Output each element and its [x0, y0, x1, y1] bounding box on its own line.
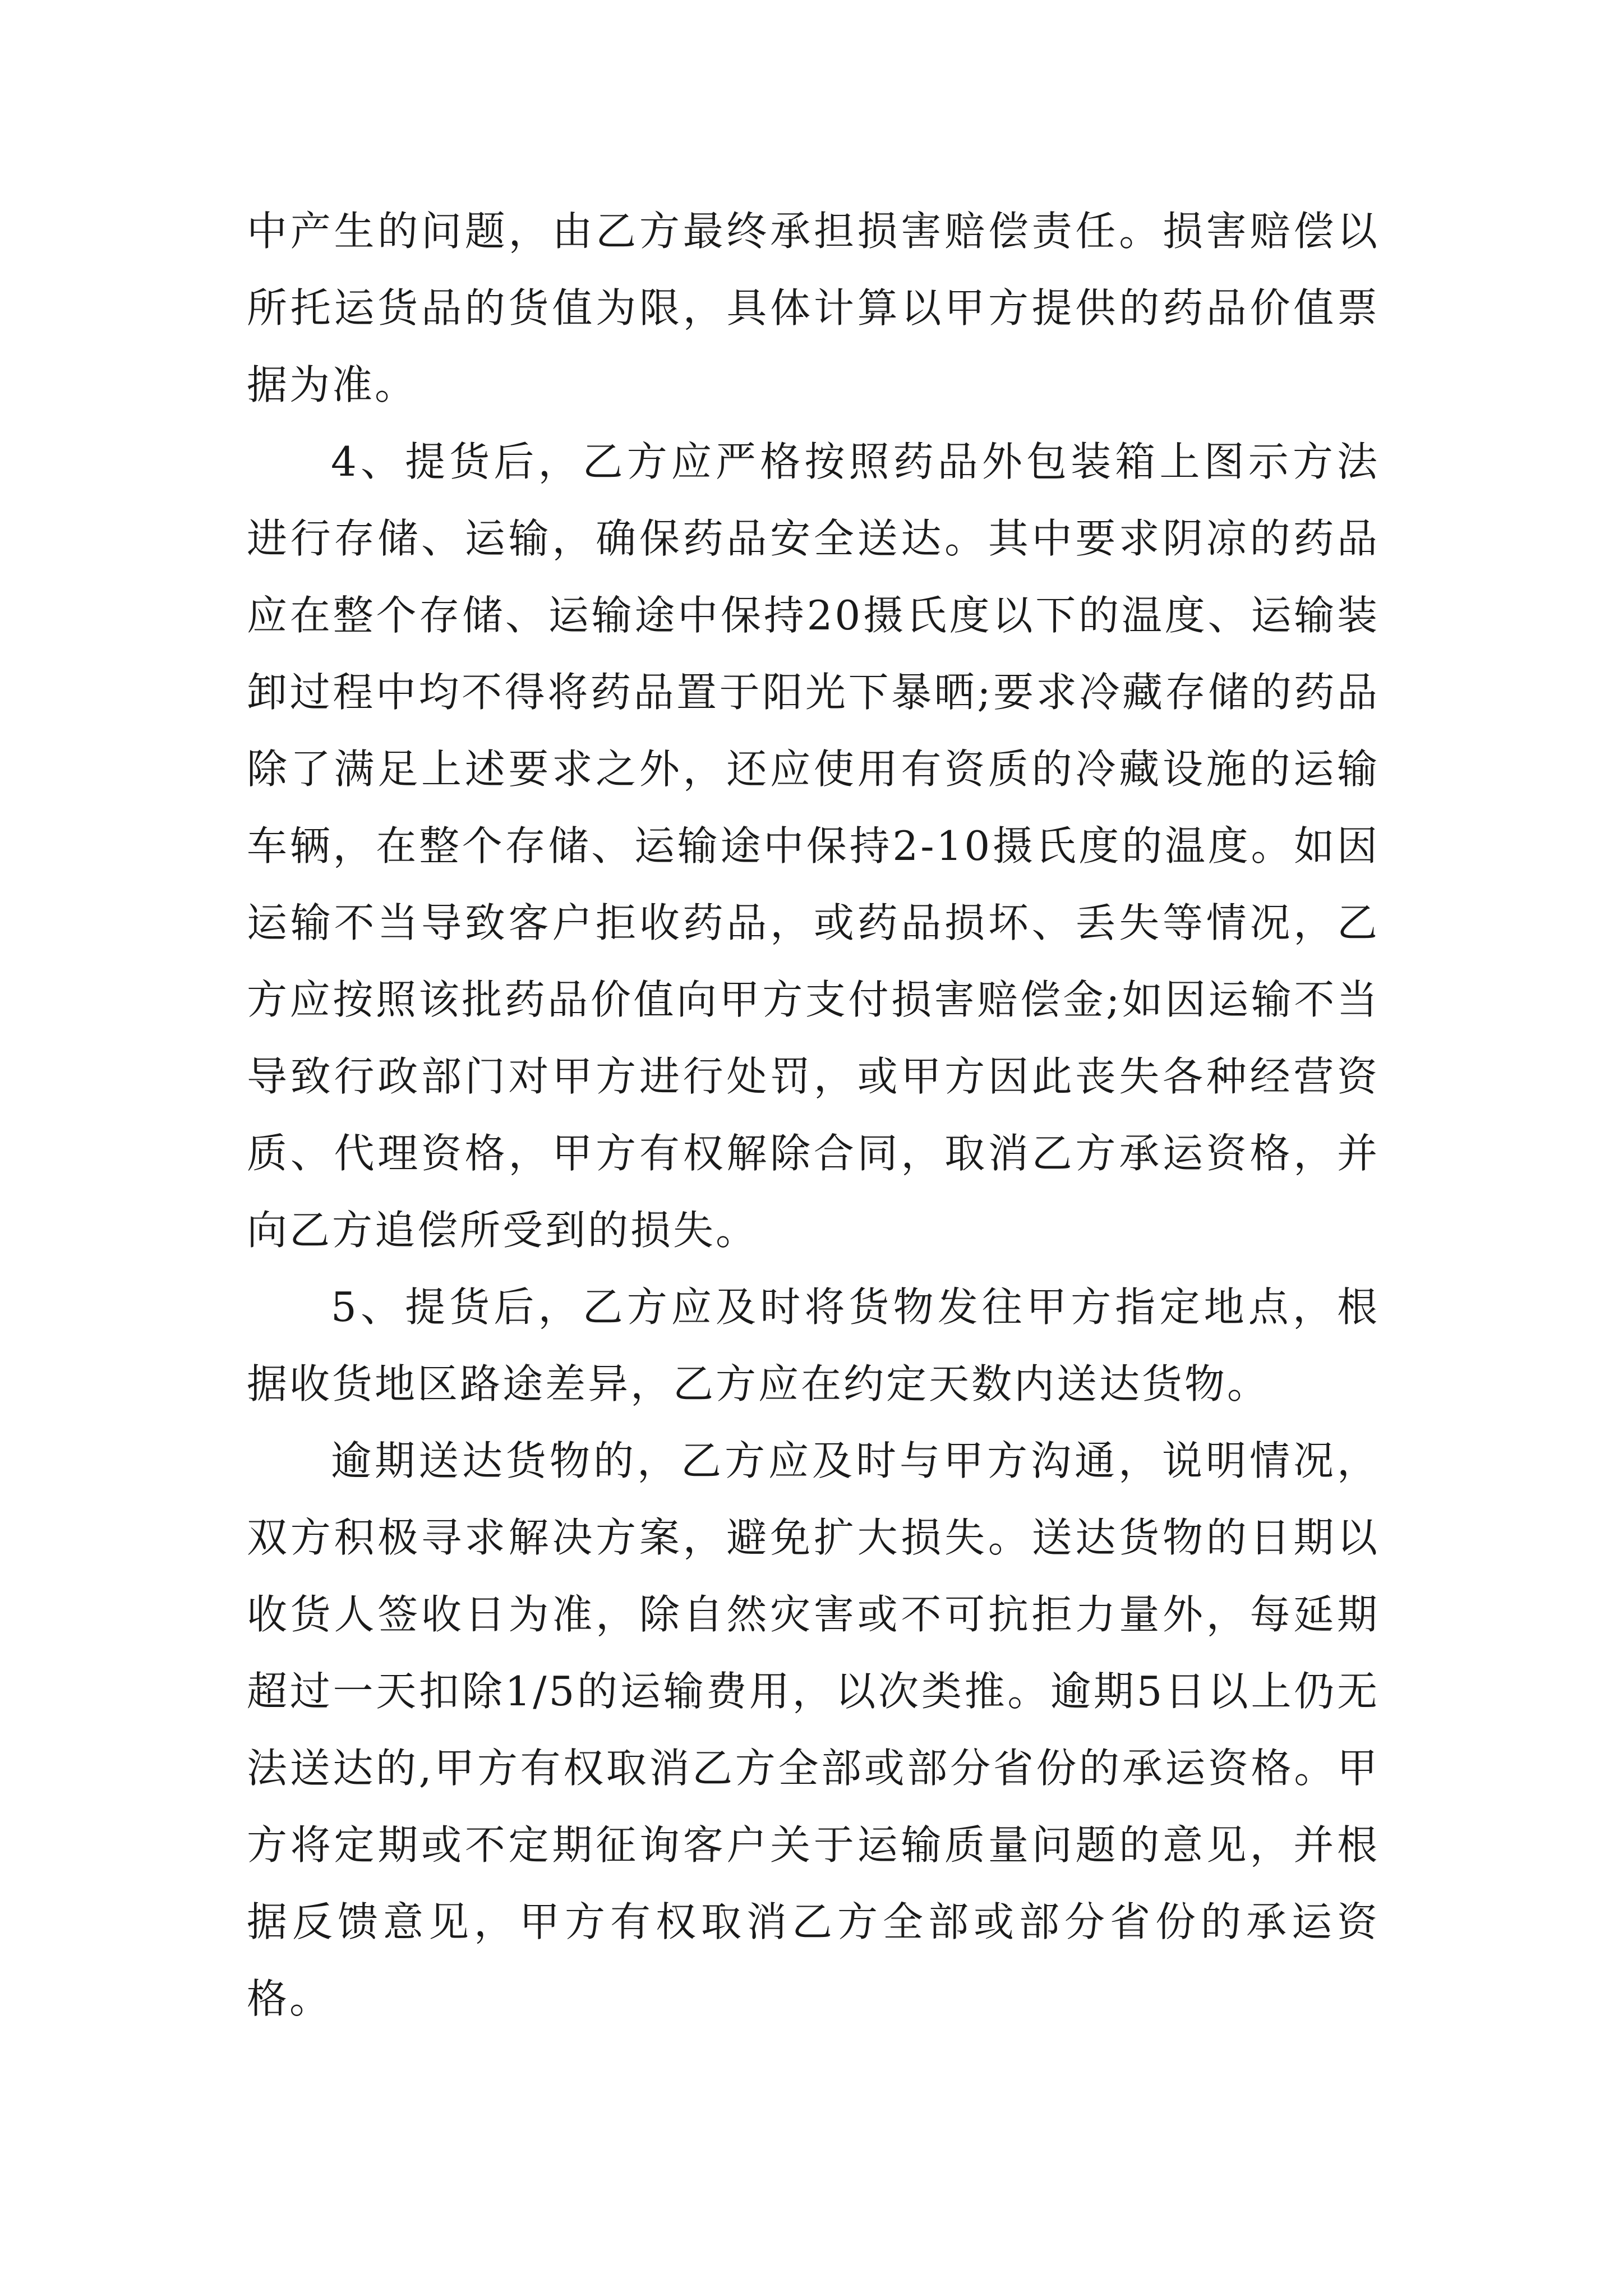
paragraph-overdue-delivery: 逾期送达货物的，乙方应及时与甲方沟通，说明情况，双方积极寻求解决方案，避免扩大损失。送达货物的日期以收货人签收日为准，除自然灾害或不可抗拒力量外，每延期超过一天扣除1/5的运输费用，以次类推。逾期5日以上仍无法送达的,甲方有权取消乙方全部或部分省份的承运资格。甲方将定期或不定期征询客户关于运输质量问题的意见，并根据反馈意见，甲方有权取消乙方全部或部分省份的承运资格。 [247, 1437, 1380, 2022]
document-body [247, 193, 1380, 2037]
paragraph-continued-liability: 中产生的问题，由乙方最终承担损害赔偿责任。损害赔偿以所托运货品的货值为限，具体计算以甲方提供的药品价值票据为准。 [247, 208, 1380, 408]
paragraph-clause-4-storage-transport: 4、提货后，乙方应严格按照药品外包装箱上图示方法进行存储、运输，确保药品安全送达。其中要求阴凉的药品应在整个存储、运输途中保持20摄氏度以下的温度、运输装卸过程中均不得将药品置于阳光下暴晒;要求冷藏存储的药品除了满足上述要求之外，还应使用有资质的冷藏设施的运输车辆，在整个存储、运输途中保持2-10摄氏度的温度。如因运输不当导致客户拒收药品，或药品损坏、丢失等情况，乙方应按照该批药品价值向甲方支付损害赔偿金;如因运输不当导致行政部门对甲方进行处罚，或甲方因此丧失各种经营资质、代理资格，甲方有权解除合同，取消乙方承运资格，并向乙方追偿所受到的损失。 [247, 438, 1380, 1254]
paragraph-clause-5-delivery: 5、提货后，乙方应及时将货物发往甲方指定地点，根据收货地区路途差异，乙方应在约定天数内送达货物。 [247, 1283, 1380, 1407]
